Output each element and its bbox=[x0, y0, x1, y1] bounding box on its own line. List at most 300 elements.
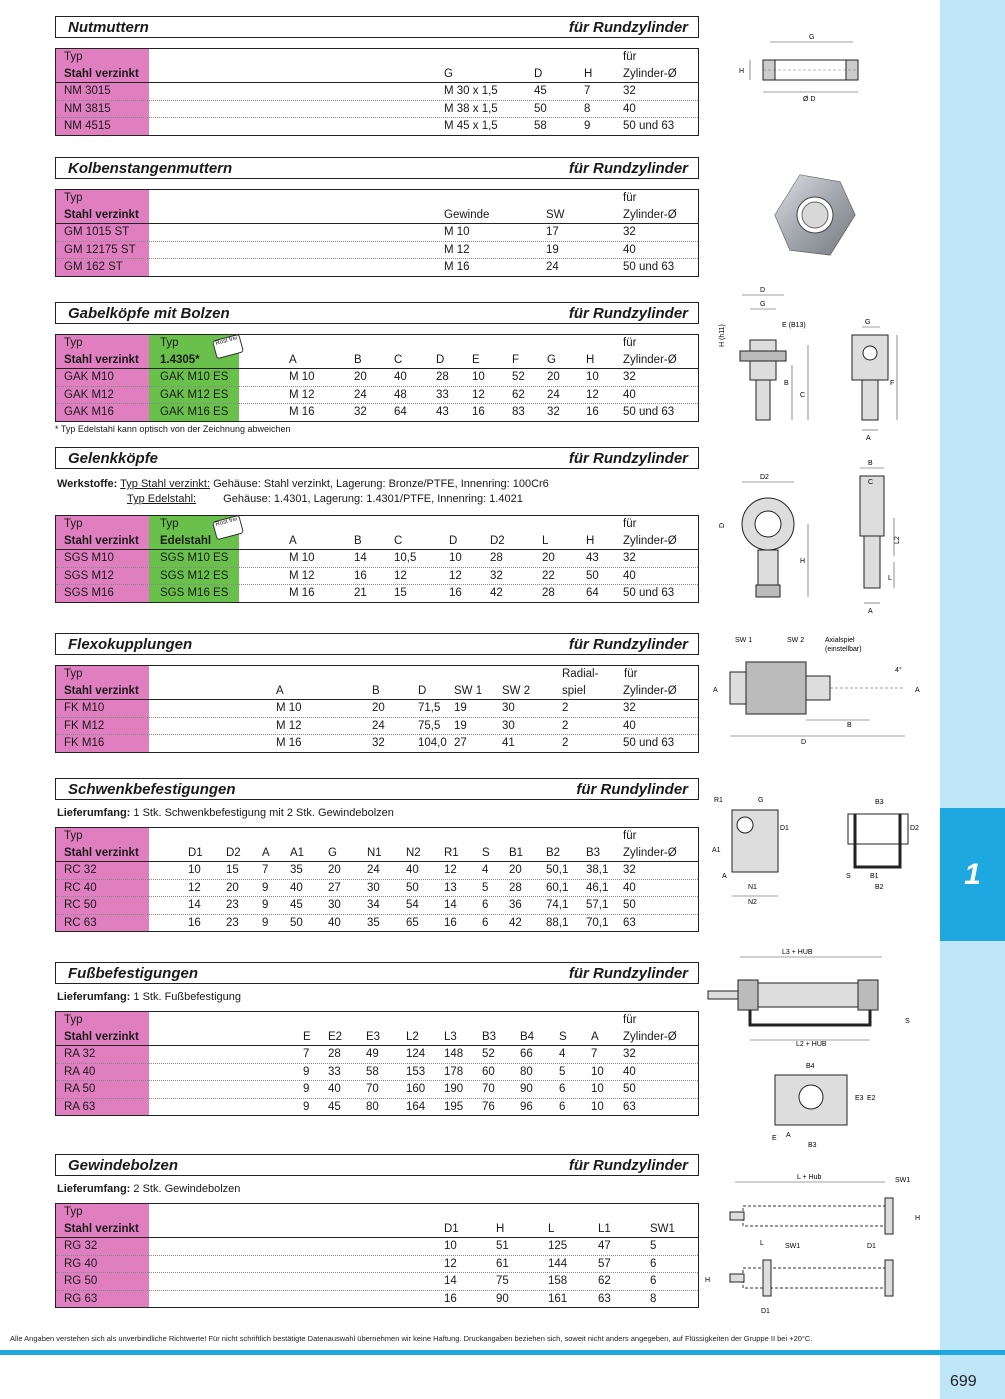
table-cell: 15 bbox=[394, 587, 407, 599]
table-cell: 50 und 63 bbox=[623, 406, 675, 418]
table-cell: M 10 bbox=[289, 552, 315, 564]
table-cell: M 10 bbox=[289, 371, 315, 383]
table-cell: 70,1 bbox=[586, 916, 609, 929]
table-row bbox=[56, 242, 698, 260]
material-note bbox=[57, 477, 699, 507]
header-cell: Typ bbox=[64, 830, 83, 842]
table-cell: 190 bbox=[444, 1083, 464, 1095]
header-cell: C bbox=[394, 534, 403, 547]
dim-label: SW1 bbox=[895, 1177, 911, 1184]
table-cell: RC 40 bbox=[64, 881, 97, 894]
table-cell: FK M16 bbox=[64, 737, 105, 749]
header-cell: B3 bbox=[482, 1030, 497, 1043]
table-cell: SGS M12 bbox=[64, 569, 114, 582]
table-cell: 50 und 63 bbox=[623, 587, 675, 599]
section-header bbox=[55, 778, 699, 800]
table-cell: RA 63 bbox=[64, 1100, 96, 1113]
table-cell: 7 bbox=[303, 1048, 310, 1060]
delivery-note bbox=[57, 807, 699, 819]
header-cell: Typ bbox=[64, 337, 83, 349]
table-cell: M 10 bbox=[444, 226, 470, 238]
table-cell: M 38 x 1,5 bbox=[444, 102, 498, 115]
dim-label: SW 1 bbox=[735, 637, 753, 644]
table-cell: 66 bbox=[520, 1048, 533, 1060]
table-cell: 48 bbox=[394, 388, 407, 401]
table-cell: 14 bbox=[444, 899, 457, 911]
table-cell: 10 bbox=[591, 1100, 604, 1113]
table-cell: 45 bbox=[328, 1100, 341, 1113]
section-title: Gewindebolzen bbox=[68, 1156, 179, 1174]
table-cell: 12 bbox=[188, 881, 201, 894]
table-header-row bbox=[56, 66, 698, 84]
table-cell: GAK M10 bbox=[64, 371, 114, 383]
table-cell: 50 bbox=[623, 1083, 636, 1095]
dim-label: D2 bbox=[760, 474, 769, 481]
table-cell: RA 40 bbox=[64, 1065, 96, 1078]
header-cell: A bbox=[262, 846, 270, 859]
table-cell: 5 bbox=[559, 1065, 566, 1078]
table-cell: 30 bbox=[502, 719, 515, 732]
table-cell: 10 bbox=[586, 371, 599, 383]
section-subtitle: für Rundylinder bbox=[576, 780, 688, 798]
header-cell: Stahl verzinkt bbox=[64, 684, 139, 697]
table-cell: 52 bbox=[512, 371, 525, 383]
section-subtitle: für Rundzylinder bbox=[568, 1156, 688, 1174]
dim-label: G bbox=[809, 34, 815, 41]
header-cell: Zylinder-Ø bbox=[623, 1030, 677, 1043]
table-cell: 33 bbox=[328, 1065, 341, 1078]
table-row bbox=[56, 259, 698, 276]
table-cell: 14 bbox=[444, 1275, 457, 1287]
table-cell: SGS M16 ES bbox=[160, 587, 229, 599]
table-row bbox=[56, 369, 698, 387]
table-header-row bbox=[56, 828, 698, 845]
dim-label: N1 bbox=[748, 884, 757, 891]
header-cell: D1 bbox=[188, 846, 203, 859]
table-cell: NM 4515 bbox=[64, 120, 111, 132]
header-cell: Typ bbox=[160, 337, 179, 349]
table-header-row bbox=[56, 1012, 698, 1029]
table-cell: NM 3015 bbox=[64, 85, 111, 97]
header-cell: A bbox=[591, 1030, 599, 1043]
dim-label: N2 bbox=[748, 899, 757, 906]
table-cell: 70 bbox=[366, 1083, 379, 1095]
table-cell: 6 bbox=[650, 1275, 657, 1287]
dim-label: Axialspiel bbox=[825, 637, 855, 644]
header-cell: Typ bbox=[64, 51, 83, 63]
header-cell: B3 bbox=[586, 846, 601, 859]
table-cell: 16 bbox=[449, 587, 462, 599]
table-cell: 9 bbox=[303, 1065, 310, 1078]
table-cell: 61 bbox=[496, 1257, 509, 1270]
table-cell: GAK M12 ES bbox=[160, 388, 229, 401]
header-cell: Zylinder-Ø bbox=[623, 208, 677, 221]
footnote: * Typ Edelstahl kann optisch von der Zeichnung abweichen bbox=[55, 423, 291, 434]
table-row bbox=[56, 1081, 698, 1099]
dim-label: L3 + HUB bbox=[782, 949, 813, 956]
table-header-row bbox=[56, 1029, 698, 1047]
table-cell: 50 bbox=[406, 881, 419, 894]
chapter-tab[interactable]: 1 bbox=[940, 808, 1005, 941]
header-cell: SW1 bbox=[650, 1222, 675, 1235]
header-cell: D bbox=[534, 67, 543, 80]
header-cell: B bbox=[372, 684, 380, 697]
table-cell: 45 bbox=[534, 85, 547, 97]
product-table bbox=[55, 334, 699, 422]
header-cell: D2 bbox=[226, 846, 241, 859]
table-cell: 34 bbox=[367, 899, 380, 911]
dim-label: A bbox=[786, 1132, 791, 1139]
header-cell: Edelstahl bbox=[160, 534, 212, 547]
table-cell: 5 bbox=[650, 1240, 657, 1252]
table-row bbox=[56, 1256, 698, 1274]
table-cell: 30 bbox=[328, 899, 341, 911]
header-cell: SW 2 bbox=[502, 684, 531, 697]
table-cell: 35 bbox=[290, 864, 303, 876]
dim-label: H (h11) bbox=[719, 324, 726, 347]
table-cell: 30 bbox=[367, 881, 380, 894]
table-cell: 60 bbox=[482, 1065, 495, 1078]
table-cell: 40 bbox=[406, 864, 419, 876]
disclaimer: Alle Angaben verstehen sich als unverbindliche Richtwerte! Für nicht schriftlich bestätigte Datenauswahl übernehmen wir keine Haftung. Druckangaben beziehen sich, soweit nicht anders angegeben, auf Flüssigkeiten der Gruppe II bei +20°C. bbox=[10, 1334, 813, 1343]
dim-label: (einstellbar) bbox=[825, 646, 862, 653]
table-row bbox=[56, 568, 698, 586]
header-cell: B bbox=[354, 534, 362, 547]
table-cell: 32 bbox=[623, 85, 636, 97]
table-cell: SGS M12 ES bbox=[160, 569, 229, 582]
table-cell: 27 bbox=[328, 881, 341, 894]
fussbefestigung-drawing bbox=[700, 945, 930, 1155]
table-row bbox=[56, 585, 698, 602]
hex-nut-image bbox=[770, 170, 860, 265]
dim-label: L + Hub bbox=[797, 1174, 822, 1181]
table-cell: 75,5 bbox=[418, 719, 441, 732]
table-row bbox=[56, 700, 698, 718]
dim-label: SW 2 bbox=[787, 637, 805, 644]
header-cell: L bbox=[542, 534, 549, 547]
table-cell: 8 bbox=[650, 1292, 657, 1305]
dim-label: G bbox=[758, 797, 764, 804]
note-label: Lieferumfang: bbox=[57, 1183, 131, 1195]
table-cell: 32 bbox=[623, 371, 636, 383]
table-cell: 32 bbox=[623, 864, 636, 876]
table-cell: 74,1 bbox=[546, 899, 569, 911]
product-table bbox=[55, 48, 699, 136]
table-cell: 40 bbox=[623, 243, 636, 256]
table-cell: 50 und 63 bbox=[623, 120, 675, 132]
table-cell: 24 bbox=[367, 864, 380, 876]
table-cell: 2 bbox=[562, 702, 569, 714]
table-cell: 7 bbox=[591, 1048, 598, 1060]
table-cell: 24 bbox=[547, 388, 560, 401]
table-cell: RC 32 bbox=[64, 864, 97, 876]
dim-label: S bbox=[846, 873, 851, 880]
table-cell: RA 50 bbox=[64, 1083, 96, 1095]
dim-label: H bbox=[800, 558, 806, 565]
section-header bbox=[55, 16, 699, 38]
table-cell: 124 bbox=[406, 1048, 426, 1060]
header-cell: B bbox=[354, 353, 362, 366]
dim-label: H bbox=[915, 1215, 921, 1222]
header-cell: Stahl verzinkt bbox=[64, 1222, 139, 1235]
table-cell: 41 bbox=[502, 737, 515, 749]
schwenkbefestigung-drawing bbox=[710, 792, 930, 912]
dim-label: H bbox=[705, 1277, 711, 1284]
table-cell: M 12 bbox=[276, 719, 302, 732]
table-cell: FK M10 bbox=[64, 702, 105, 714]
section-subtitle: für Rundzylinder bbox=[568, 635, 688, 653]
dim-label: B bbox=[847, 722, 852, 729]
dim-label: S bbox=[905, 1018, 910, 1025]
table-cell: 32 bbox=[354, 406, 367, 418]
table-header-row bbox=[56, 533, 698, 551]
dim-label: 4° bbox=[895, 667, 902, 674]
table-cell: 47 bbox=[598, 1240, 611, 1252]
header-cell: R1 bbox=[444, 846, 459, 859]
header-cell: H bbox=[496, 1222, 505, 1235]
table-cell: M 45 x 1,5 bbox=[444, 120, 498, 132]
note-label: Werkstoffe: bbox=[57, 478, 118, 490]
header-cell: N2 bbox=[406, 846, 421, 859]
table-cell: 63 bbox=[623, 916, 636, 929]
dim-label: L bbox=[760, 1240, 764, 1247]
table-cell: 16 bbox=[444, 1292, 457, 1305]
table-cell: 52 bbox=[482, 1048, 495, 1060]
table-cell: 43 bbox=[586, 552, 599, 564]
table-cell: 32 bbox=[623, 226, 636, 238]
section-title: Fußbefestigungen bbox=[68, 964, 198, 982]
header-cell: Zylinder-Ø bbox=[623, 846, 677, 859]
table-cell: 54 bbox=[406, 899, 419, 911]
table-cell: 19 bbox=[546, 243, 559, 256]
section-title: Nutmuttern bbox=[68, 18, 149, 36]
table-cell: 24 bbox=[372, 719, 385, 732]
table-cell: 28 bbox=[328, 1048, 341, 1060]
table-row bbox=[56, 1064, 698, 1082]
table-cell: 20 bbox=[226, 881, 239, 894]
table-cell: 40 bbox=[623, 881, 636, 894]
header-cell: spiel bbox=[562, 684, 586, 697]
header-cell: L3 bbox=[444, 1030, 457, 1043]
header-cell: A bbox=[276, 684, 284, 697]
header-cell: A bbox=[289, 534, 297, 547]
table-cell: 42 bbox=[509, 916, 522, 929]
table-cell: 20 bbox=[509, 864, 522, 876]
header-cell: D1 bbox=[444, 1222, 459, 1235]
table-row bbox=[56, 224, 698, 242]
table-cell: 7 bbox=[262, 864, 269, 876]
dim-label: F bbox=[890, 380, 895, 387]
table-cell: 24 bbox=[354, 388, 367, 401]
table-cell: 38,1 bbox=[586, 864, 609, 876]
dim-label: D1 bbox=[780, 825, 789, 832]
table-cell: 12 bbox=[444, 864, 457, 876]
header-cell: Stahl verzinkt bbox=[64, 534, 139, 547]
table-cell: 16 bbox=[354, 569, 367, 582]
table-cell: 32 bbox=[623, 552, 636, 564]
table-cell: 12 bbox=[586, 388, 599, 401]
header-cell: Typ bbox=[64, 1014, 83, 1026]
section-subtitle: für Rundzylinder bbox=[568, 304, 688, 322]
table-cell: 40 bbox=[623, 719, 636, 732]
table-cell: GAK M16 ES bbox=[160, 406, 229, 418]
dim-label: B2 bbox=[875, 884, 884, 891]
table-cell: 28 bbox=[509, 881, 522, 894]
header-cell: A1 bbox=[290, 846, 305, 859]
rostfrei-stamp: Rost frei bbox=[212, 515, 244, 541]
dim-label: A1 bbox=[712, 847, 721, 854]
table-cell: 6 bbox=[482, 899, 489, 911]
table-cell: 21 bbox=[354, 587, 367, 599]
table-cell: 164 bbox=[406, 1100, 426, 1113]
table-cell: 50 bbox=[534, 102, 547, 115]
header-cell: C bbox=[394, 353, 403, 366]
table-cell: 63 bbox=[623, 1100, 636, 1113]
table-cell: 10 bbox=[591, 1065, 604, 1078]
dim-label: A bbox=[722, 873, 727, 880]
table-cell: 62 bbox=[512, 388, 525, 401]
header-cell: L1 bbox=[598, 1222, 611, 1235]
table-cell: 10,5 bbox=[394, 552, 417, 564]
table-header-row bbox=[56, 845, 698, 863]
dim-label: B3 bbox=[875, 799, 884, 806]
table-cell: 5 bbox=[482, 881, 489, 894]
dim-label: L bbox=[888, 575, 892, 582]
table-cell: 28 bbox=[436, 371, 449, 383]
dim-label: B4 bbox=[806, 1063, 815, 1070]
table-cell: GAK M10 ES bbox=[160, 371, 229, 383]
header-cell: H bbox=[586, 534, 595, 547]
gabelkopf-drawing bbox=[712, 285, 912, 445]
table-header-row bbox=[56, 516, 698, 533]
table-row bbox=[56, 118, 698, 135]
table-cell: 125 bbox=[548, 1240, 568, 1252]
table-row bbox=[56, 1291, 698, 1308]
header-cell: S bbox=[559, 1030, 567, 1043]
table-cell: M 30 x 1,5 bbox=[444, 85, 498, 97]
dim-label: D bbox=[801, 739, 807, 746]
table-cell: 60,1 bbox=[546, 881, 569, 894]
section-subtitle: für Rundzylinder bbox=[568, 159, 688, 177]
section-title: Kolbenstangenmuttern bbox=[68, 159, 233, 177]
note-text: 1 Stk. Fußbefestigung bbox=[130, 991, 242, 1003]
footer-line bbox=[0, 1350, 1005, 1355]
table-cell: 6 bbox=[482, 916, 489, 929]
section-header bbox=[55, 633, 699, 655]
table-cell: 16 bbox=[444, 916, 457, 929]
table-cell: SGS M10 ES bbox=[160, 552, 229, 564]
header-cell: L2 bbox=[406, 1030, 419, 1043]
dim-label: D1 bbox=[867, 1243, 876, 1250]
header-cell: Zylinder-Ø bbox=[623, 534, 677, 547]
table-row bbox=[56, 101, 698, 119]
header-cell: Stahl verzinkt bbox=[64, 67, 139, 80]
table-cell: 158 bbox=[548, 1275, 568, 1287]
table-cell: 32 bbox=[547, 406, 560, 418]
table-row bbox=[56, 550, 698, 568]
table-row bbox=[56, 404, 698, 421]
table-cell: 57 bbox=[598, 1257, 611, 1270]
table-cell: 50,1 bbox=[546, 864, 569, 876]
table-header-row bbox=[56, 49, 698, 66]
dim-label: C bbox=[800, 392, 806, 399]
dim-label: G bbox=[760, 301, 766, 308]
header-cell: Typ bbox=[64, 668, 83, 680]
table-cell: 9 bbox=[584, 120, 591, 132]
section-header bbox=[55, 962, 699, 984]
section-title: Schwenkbefestigungen bbox=[68, 780, 236, 798]
dim-label: R1 bbox=[714, 797, 723, 804]
table-cell: 71,5 bbox=[418, 702, 441, 714]
table-cell: 195 bbox=[444, 1100, 464, 1113]
table-cell: 80 bbox=[366, 1100, 379, 1113]
header-cell: Stahl verzinkt bbox=[64, 1030, 139, 1043]
header-cell: F bbox=[512, 353, 520, 366]
table-cell: 19 bbox=[454, 719, 467, 732]
note-text: Gehäuse: 1.4301, Lagerung: 1.4301/PTFE, Innenring: 1.4021 bbox=[223, 493, 523, 505]
gewindebolzen-drawing bbox=[705, 1168, 930, 1320]
section-subtitle: für Rundzylinder bbox=[568, 964, 688, 982]
table-cell: 144 bbox=[548, 1257, 568, 1270]
dim-label: L2 + HUB bbox=[796, 1041, 827, 1048]
table-cell: 36 bbox=[509, 899, 522, 911]
table-cell: 19 bbox=[454, 702, 467, 714]
header-cell: L bbox=[548, 1222, 555, 1235]
table-cell: 42 bbox=[490, 587, 503, 599]
table-cell: 12 bbox=[394, 569, 407, 582]
table-cell: 9 bbox=[303, 1100, 310, 1113]
page-number: 699 bbox=[950, 1373, 977, 1390]
table-cell: 20 bbox=[542, 552, 555, 564]
table-cell: NM 3815 bbox=[64, 102, 111, 115]
table-cell: 51 bbox=[496, 1240, 509, 1252]
table-cell: 14 bbox=[354, 552, 367, 564]
section-header bbox=[55, 447, 699, 469]
table-cell: RC 50 bbox=[64, 899, 97, 911]
section-header bbox=[55, 302, 699, 324]
table-header-row bbox=[56, 207, 698, 225]
table-row bbox=[56, 735, 698, 752]
table-cell: 50 bbox=[290, 916, 303, 929]
table-cell: SGS M16 bbox=[64, 587, 114, 599]
table-cell: RG 32 bbox=[64, 1240, 98, 1252]
dim-label: A bbox=[868, 608, 873, 615]
table-cell: 50 bbox=[586, 569, 599, 582]
table-cell: 30 bbox=[502, 702, 515, 714]
table-cell: 153 bbox=[406, 1065, 426, 1078]
header-cell: Typ bbox=[64, 192, 83, 204]
header-cell: für bbox=[623, 192, 637, 204]
table-cell: RA 32 bbox=[64, 1048, 96, 1060]
table-cell: 28 bbox=[542, 587, 555, 599]
rostfrei-stamp: Rost frei bbox=[212, 334, 244, 360]
table-cell: 13 bbox=[444, 881, 457, 894]
header-cell: B1 bbox=[509, 846, 524, 859]
table-cell: 90 bbox=[520, 1083, 533, 1095]
table-cell: 178 bbox=[444, 1065, 464, 1078]
note-label: Typ Stahl verzinkt: bbox=[120, 478, 211, 490]
header-cell: Radial- bbox=[562, 668, 599, 680]
table-cell: 43 bbox=[436, 406, 449, 418]
table-cell: 64 bbox=[586, 587, 599, 599]
section-header bbox=[55, 1154, 699, 1176]
header-cell: Typ bbox=[160, 518, 179, 530]
dim-label: A bbox=[915, 687, 920, 694]
table-cell: RG 63 bbox=[64, 1292, 98, 1305]
table-row bbox=[56, 718, 698, 736]
dim-label: Ø D bbox=[803, 96, 816, 103]
table-row bbox=[56, 880, 698, 898]
